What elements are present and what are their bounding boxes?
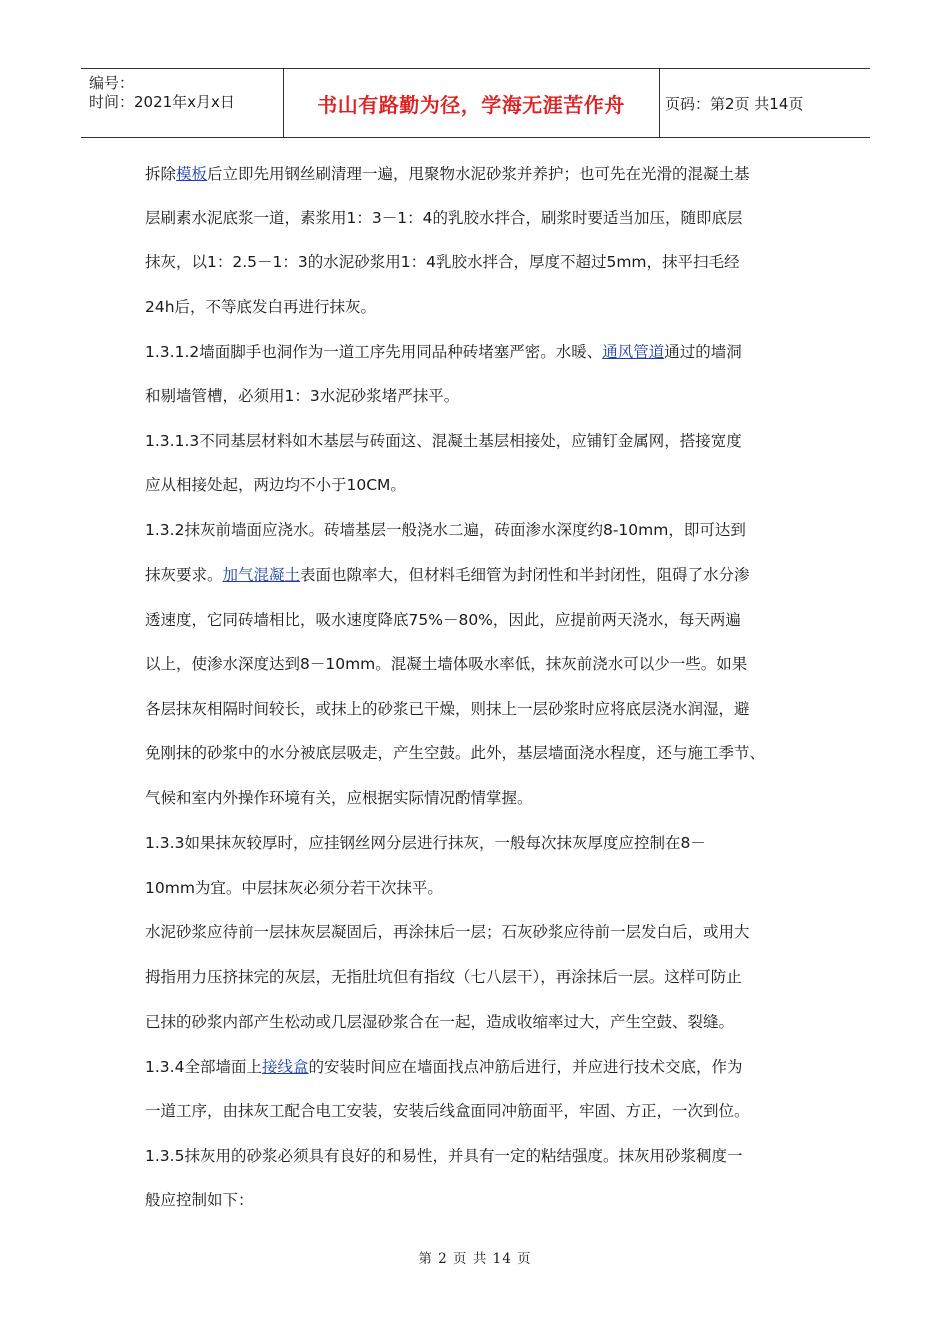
text-segment: 1.3.1.3不同基层材料如木基层与砖面这、混凝土基层相接处，应铺钉金属网，搭接宽度 bbox=[145, 432, 742, 450]
text-line bbox=[145, 162, 750, 184]
text-line bbox=[145, 1099, 750, 1121]
text-segment: 的安装时间应在墙面找点冲筋后进行，并应进行技术交底，作为 bbox=[308, 1058, 743, 1076]
text-segment: 抹灰要求。 bbox=[145, 566, 223, 584]
text-line bbox=[145, 1144, 742, 1166]
text-segment: 气候和室内外操作环境有关，应根据实际情况酌情掌握。 bbox=[145, 789, 533, 807]
text-segment: 24h后，不等底发白再进行抹灰。 bbox=[145, 298, 377, 316]
text-line bbox=[145, 741, 765, 763]
text-line bbox=[145, 876, 443, 898]
text-segment: 1.3.5抹灰用的砂浆必须具有良好的和易性，并具有一定的粘结强度。抹灰用砂浆稠度一 bbox=[145, 1147, 743, 1165]
text-segment: 1.3.4全部墙面上 bbox=[145, 1058, 262, 1076]
page-header bbox=[81, 68, 870, 138]
text-segment: 抹灰，以1：2.5－1：3的水泥砂浆用1：4乳胶水拌合，厚度不超过5mm，抹平扫毛经 bbox=[145, 253, 740, 271]
header-left-cell bbox=[81, 69, 284, 137]
text-segment: 已抹的砂浆内部产生松动或几层湿砂浆合在一起，造成收缩率过大，产生空鼓、裂缝。 bbox=[145, 1013, 735, 1031]
document-number-label: 编号： bbox=[89, 74, 135, 92]
hyperlink[interactable]: 通风管道 bbox=[602, 343, 665, 361]
header-page-cell bbox=[660, 69, 870, 137]
text-segment: 1.3.1.2墙面脚手也洞作为一道工序先用同品种砖堵塞严密。水暖、 bbox=[145, 343, 603, 361]
text-line bbox=[145, 340, 742, 362]
hyperlink[interactable]: 接线盒 bbox=[261, 1058, 309, 1076]
text-segment: 拇指用力压挤抹完的灰层，无指肚坑但有指纹（七八层干），再涂抹后一层。这样可防止 bbox=[145, 968, 742, 986]
text-line bbox=[145, 786, 533, 808]
text-segment: 和剔墙管槽，必须用1：3水泥砂浆堵严抹平。 bbox=[145, 387, 460, 405]
text-line bbox=[145, 652, 747, 674]
text-line bbox=[145, 250, 740, 272]
text-segment: 水泥砂浆应待前一层抹灰层凝固后，再涂抹后一层；石灰砂浆应待前一层发白后，或用大 bbox=[145, 923, 750, 941]
text-segment: 以上，使渗水深度达到8－10mm。混凝土墙体吸水率低，抹灰前浇水可以少一些。如果 bbox=[145, 655, 748, 673]
hyperlink[interactable]: 加气混凝土 bbox=[222, 566, 301, 584]
text-segment: 通过的墙洞 bbox=[664, 343, 742, 361]
text-segment: 般应控制如下： bbox=[145, 1191, 254, 1209]
text-segment: 应从相接处起，两边均不小于10CM。 bbox=[145, 476, 406, 494]
document-date: 时间：2021年x月x日 bbox=[89, 93, 235, 111]
text-segment: 拆除 bbox=[145, 165, 177, 183]
header-motto-cell bbox=[283, 69, 660, 137]
text-segment: 层刷素水泥底浆一道，素浆用1：3－1：4的乳胶水拌合，刷浆时要适当加压，随即底层 bbox=[145, 209, 743, 227]
text-line bbox=[145, 384, 459, 406]
text-line bbox=[145, 429, 742, 451]
text-segment: 10mm为宜。中层抹灰必须分若干次抹平。 bbox=[145, 879, 443, 897]
text-segment: 1.3.3如果抹灰较厚时，应挂钢丝网分层进行抹灰，一般每次抹灰厚度应控制在8－ bbox=[145, 834, 706, 852]
text-segment: 1.3.2抹灰前墙面应浇水。砖墙基层一般浇水二遍，砖面渗水深度约8-10mm，即可达到 bbox=[145, 521, 746, 539]
text-line bbox=[145, 697, 750, 719]
text-segment: 一道工序，由抹灰工配合电工安装，安装后线盒面同冲筋面平，牢固、方正，一次到位。 bbox=[145, 1102, 750, 1120]
text-line bbox=[145, 965, 742, 987]
text-line bbox=[145, 608, 741, 630]
text-line bbox=[145, 295, 376, 317]
text-segment: 后立即先用钢丝刷清理一遍，甩聚物水泥砂浆并养护；也可先在光滑的混凝土基 bbox=[207, 165, 750, 183]
text-line bbox=[145, 1010, 734, 1032]
text-line bbox=[145, 473, 406, 495]
text-line bbox=[145, 1055, 742, 1077]
header-page-info: 页码：第2页 共14页 bbox=[665, 94, 804, 113]
text-line bbox=[145, 518, 746, 540]
text-line bbox=[145, 1188, 254, 1210]
text-segment: 免刚抹的砂浆中的水分被底层吸走，产生空鼓。此外，基层墙面浇水程度，还与施工季节、 bbox=[145, 744, 766, 762]
text-segment: 各层抹灰相隔时间较长，或抹上的砂浆已干燥，则抹上一层砂浆时应将底层浇水润湿，避 bbox=[145, 700, 750, 718]
header-motto: 书山有路勤为径，学海无涯苦作舟 bbox=[317, 92, 625, 117]
page-footer: 第 2 页 共 14 页 bbox=[418, 1251, 532, 1267]
text-line bbox=[145, 563, 750, 585]
text-line bbox=[145, 920, 750, 942]
text-line bbox=[145, 831, 706, 853]
text-segment: 表面也隙率大，但材料毛细管为封闭性和半封闭性，阻碍了水分渗 bbox=[300, 566, 750, 584]
hyperlink[interactable]: 模板 bbox=[176, 165, 208, 183]
text-line bbox=[145, 206, 742, 228]
text-segment: 透速度，它同砖墙相比，吸水速度降底75%－80%，因此，应提前两天浇水，每天两遍 bbox=[145, 611, 741, 629]
